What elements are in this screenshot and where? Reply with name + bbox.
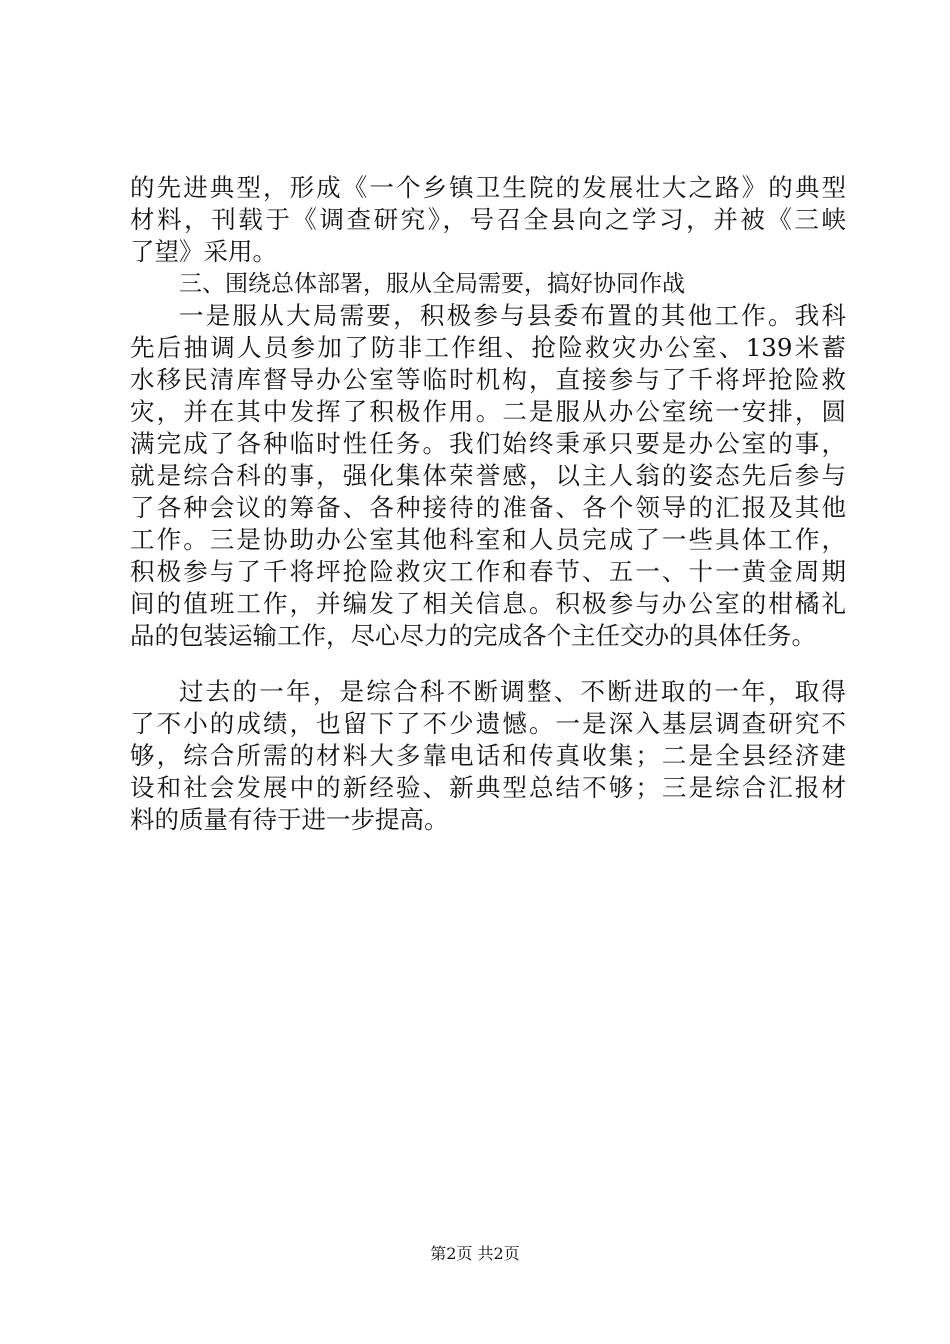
paragraph (130, 172, 846, 268)
page-footer (0, 1244, 950, 1264)
text-line: 了不小的成绩，也留下了不少遗憾。一是深入基层调查研究不 (130, 709, 846, 738)
text-line: 料的质量有待于进一步提高。 (130, 805, 449, 834)
text-line: 材料，刊载于《调查研究》，号召全县向之学习，并被《三峡 (130, 205, 846, 234)
text-line: 一是服从大局需要，积极参与县委布置的其他工作。我科 (179, 301, 846, 330)
text-line: 了望》采用。 (130, 237, 277, 266)
page-number-label: 第2页 共2页 (430, 1244, 520, 1263)
text-line: 工作。三是协助办公室其他科室和人员完成了一些具体工作， (130, 525, 846, 554)
text-line: 先后抽调人员参加了防非工作组、抢险救灾办公室、139米蓄 (130, 333, 846, 362)
text-line: 满完成了各种临时性任务。我们始终秉承只要是办公室的事， (130, 429, 846, 458)
text-line: 就是综合科的事，强化集体荣誉感，以主人翁的姿态先后参与 (130, 461, 846, 490)
text-line: 够，综合所需的材料大多靠电话和传真收集；二是全县经济建 (130, 741, 846, 770)
text-line: 积极参与了千将坪抢险救灾工作和春节、五一、十一黄金周期 (130, 557, 846, 586)
document-body (130, 172, 846, 836)
text-line: 的先进典型，形成《一个乡镇卫生院的发展壮大之路》的典型 (130, 173, 846, 202)
paragraph (130, 300, 846, 652)
text-line: 间的值班工作，并编发了相关信息。积极参与办公室的柑橘礼 (130, 589, 846, 618)
paragraph-spacer (130, 652, 846, 676)
text-line: 灾，并在其中发挥了积极作用。二是服从办公室统一安排，圆 (130, 397, 846, 426)
text-line: 设和社会发展中的新经验、新典型总结不够；三是综合汇报材 (130, 773, 846, 802)
paragraph (130, 676, 846, 836)
text-line: 了各种会议的筹备、各种接待的准备、各个领导的汇报及其他 (130, 493, 846, 522)
text-line: 过去的一年，是综合科不断调整、不断进取的一年，取得 (179, 677, 846, 706)
section-heading (130, 268, 846, 300)
text-line: 品的包装运输工作，尽心尽力的完成各个主任交办的具体任务。 (130, 621, 816, 650)
section-heading-text: 三、围绕总体部署，服从全局需要，搞好协同作战 (179, 271, 685, 297)
text-line: 水移民清库督导办公室等临时机构，直接参与了千将坪抢险救 (130, 365, 846, 394)
